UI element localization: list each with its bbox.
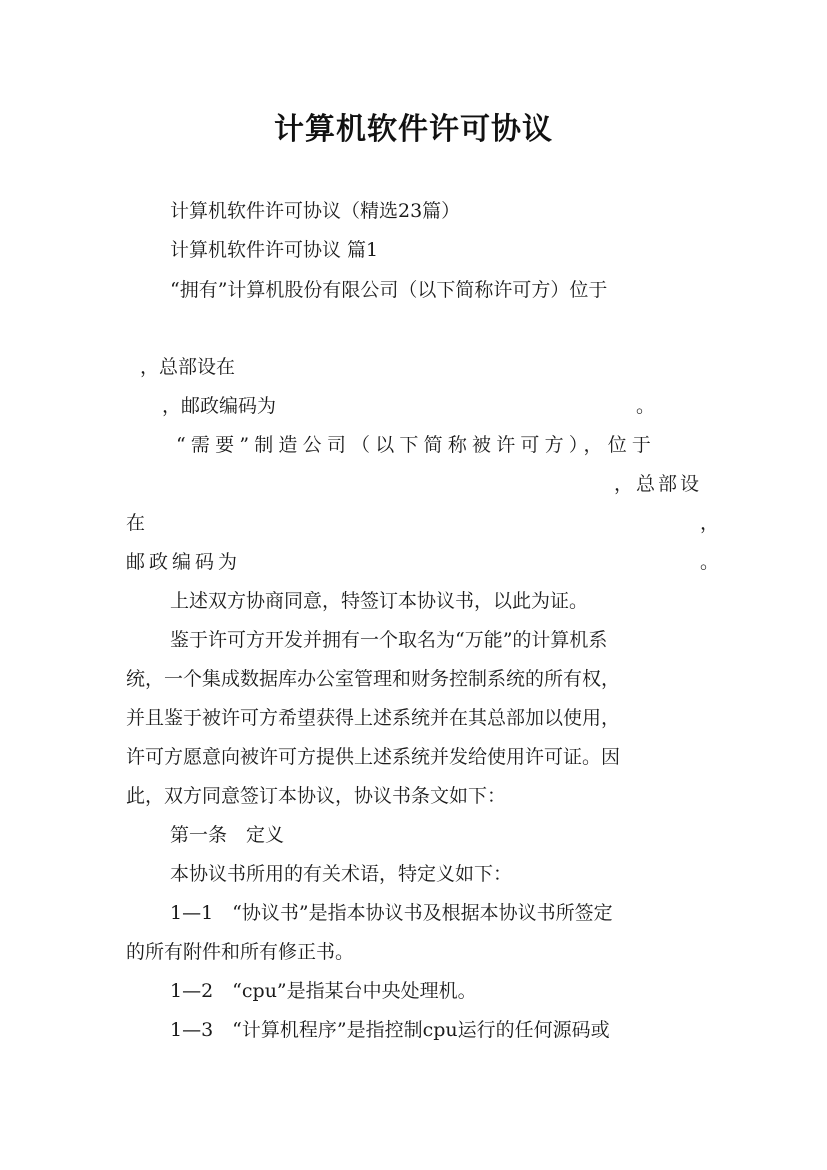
paragraph-line: ，总部设在	[140, 356, 236, 378]
paragraph-line: “拥有”计算机股份有限公司（以下简称许可方）位于	[170, 279, 608, 301]
subtitle-line: 计算机软件许可协议（精选23篇）	[170, 200, 461, 222]
paragraph-line: 并且鉴于被许可方希望获得上述系统并在其总部加以使用，	[126, 707, 621, 729]
paragraph-line: 许可方愿意向被许可方提供上述系统并发给使用许可证。因	[126, 746, 621, 768]
clause-line: 1—1 “协议书”是指本协议书及根据本协议书所签定	[170, 902, 613, 924]
paragraph-line: 本协议书所用的有关术语，特定义如下：	[170, 863, 513, 885]
section-heading: 计算机软件许可协议 篇1	[170, 239, 379, 261]
paragraph-line: “需要”制造公司（以下简称被许可方），位于	[176, 434, 657, 456]
paragraph-line: ，总部设	[614, 473, 703, 495]
paragraph-line: 统，一个集成数据库办公室管理和财务控制系统的所有权，	[126, 668, 621, 690]
article-heading: 第一条 定义	[170, 824, 285, 846]
paragraph-line: 。	[700, 551, 720, 573]
paragraph-line: 鉴于许可方开发并拥有一个取名为“万能”的计算机系	[170, 629, 608, 651]
clause-line: 的所有附件和所有修正书。	[126, 941, 355, 963]
paragraph-line: 此，双方同意签订本协议，协议书条文如下：	[126, 785, 507, 807]
page-title: 计算机软件许可协议	[274, 112, 553, 147]
clause-line: 1—2 “cpu”是指某台中央处理机。	[170, 980, 477, 1002]
paragraph-line: 。	[636, 395, 656, 417]
paragraph-line: 在	[126, 512, 146, 534]
clause-line: 1—3 “计算机程序”是指控制cpu运行的任何源码或	[170, 1019, 610, 1041]
paragraph-line: 邮政编码为	[126, 551, 242, 573]
paragraph-line: 上述双方协商同意，特签订本协议书，以此为证。	[170, 590, 589, 612]
paragraph-line: ，	[700, 512, 720, 534]
paragraph-line: ，邮政编码为	[162, 395, 277, 417]
